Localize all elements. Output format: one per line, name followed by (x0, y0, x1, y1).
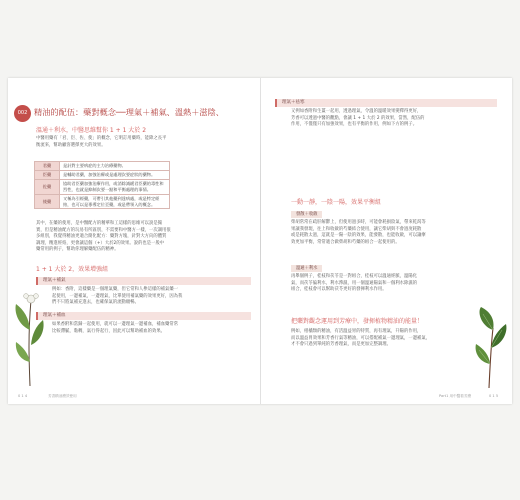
pair-text-qi-blood: 如果香附和當歸一起使用，就可以一邊理氣一邊補血，補血藥常常 比較滯膩，黏稠，氣行得起行，因此可以幫助補血的效果。 (52, 322, 179, 334)
table-row: 君藥 是針對主要病症的主力治療藥物。 (35, 162, 170, 171)
table-row: 臣藥 是輔助君藥，加強治療或是處理次要症狀的藥物。 (35, 171, 170, 180)
intro-paragraph: 中醫用藥有「君、臣、佐、使」的概念，它明訂用藥時，能降之長平 衡流來，幫助顧客選擇更大的效果。 (36, 136, 167, 148)
page-number-right: 0 1 5 (489, 394, 499, 398)
herb-plant-illustration (10, 290, 48, 388)
section-heading-balance: 一動一靜，一陰一陽，效果平衡組 (291, 199, 382, 206)
table-row: 使藥 又稱為引經藥，可帶引其他藥到達病處，或是特定經絡，也可以是專導定位至藥，或是帶領入的概念。 (35, 194, 170, 209)
pair-heading-qi-cold: 理氣＋祛寒 (275, 99, 497, 107)
page-number-left: 0 1 4 (18, 394, 28, 398)
article-subtitle: 溫通＋利水，中醫思維幫你 1 + 1 大於 2 (36, 127, 147, 134)
pair-heading-qi-blood: 理氣＋補血 (36, 312, 251, 320)
herb-role-table (34, 161, 170, 209)
section-heading-aromatherapy: 把藥對觀念運用到芳療中，發揮植物精油的能量！ (291, 318, 424, 325)
pair-heading-qi-tonify: 理氣＋補氣 (36, 277, 251, 285)
pair-text-qi-tonify: 例如：香附，這樣藥是一個理氣藥，但它常和人參這樣的補氣藥一 起使用，一邊補氣，一邊理氣，比單使用補氣藥的效果更好，因為我 們不只將氣補充進去，也確保氣的流動順暢。 (52, 287, 183, 306)
running-footer-left: 芳香精油療效使用 (48, 394, 77, 398)
article-title: 精油的配伍：藥對概念──理氣＋補氣、溫熱＋滋陰、 (34, 107, 224, 117)
chapter-badge: 002 (14, 105, 31, 122)
book-spread (8, 78, 512, 404)
body-paragraph: 其中，在藥的使用，是中醫配方的精華和工這樣的思維可以說是獨 實，但是精油配方的玩易有所區別，不需要和中醫方一樣，一次調用很 多組別，我覺得精油更適合簡化配方：藥對方塊，針對大方向的體質 調理，精進經絡，更會讓這個（+）大於2的效果。說的也是一般中 藥常用的例子，幫助你理解藥配伍的精神。 (36, 221, 171, 253)
leaf-plant-illustration (469, 306, 509, 390)
pair-text-qi-cold: 又例如香附和生薑一起用，透過理氣，令溫的溫暖效果變釋得更好， 芳香可以透過中醫的觀點，會讓 1 + 1 大於 2 的效果，當然，配伍的 作用，不僅僅只有加強效果，也有平衡的作用，例如下方的例子。 (291, 109, 425, 128)
pair-text-warm-water: 再舉個例子，桂枝和茯苓是一對組合，桂枝可以溫通經脈，溫陽化 氣，而茯苓偏利水，利水滲濕，用一個溫通陽氣和一個利水除濕的 組合，桂枝會可以幫助茯苓更好的發揮利水作用。 (291, 274, 418, 293)
left-page (8, 78, 260, 404)
section-heading-enhance: 1 + 1 大於 2，效果增強組 (36, 266, 109, 273)
table-row: 佐藥 協助君臣藥加強治療作用，或消除減緩君臣藥的毒性和烈性，也就是抑制次要一點和平衡處理的事情。 (35, 180, 170, 195)
closing-paragraph: 例如，柑橘類的精油，有活溫益胃的特質，再有理氣，升陽的作用， 而以溫益胃效果和芳香行氣等精油，可以搭配補氣一邊理氣，一邊補氣， 才不會只過到單純的芳香理氣，而是更加完整調理。 (291, 329, 431, 348)
right-page (261, 78, 512, 404)
pair-text-disperse: 柴胡常常在疏肝解鬱上，但使用過多時，可能會耗損陰氣，帶來乾渴等 果讓我發現，往上和收斂的芍藥結合使用，讓它柴胡與不會過度耗散 或是耗散太過，這就是一陽一陰的效果，能發散，也能收斂，可以讓療 效更加平衡，常常適合做柴胡和芍藥的組合一起使用的。 (291, 220, 426, 245)
pair-heading-disperse: 發散＋收斂 (291, 211, 322, 218)
pair-heading-warm-water: 溫通＋利水 (291, 265, 322, 272)
running-footer-right: Part1 用中醫看芳療 (439, 394, 472, 398)
